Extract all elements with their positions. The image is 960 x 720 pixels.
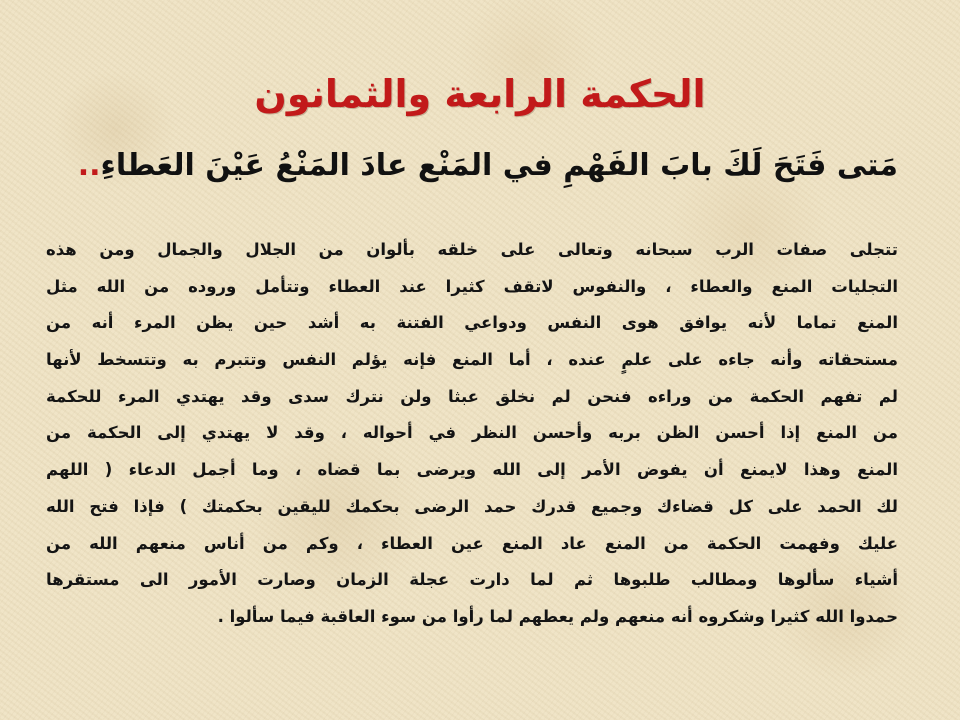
paragraph-line: من المنع إذا أحسن الظن بربه وأحسن النظر في أحواله ، وقد لا يهتدي إلى الحكمة من <box>46 423 898 443</box>
paragraph-line: حمدوا الله كثيرا وشكروه أنه منعهم ولم يعطهم لما رأوا من سوء العاقبة فيما سألوا . <box>217 606 898 626</box>
paragraph-line: لك الحمد على كل قضاءك وجميع قدرك حمد الرضى بحكمك لليقين بحكمتك ) فإذا فتح الله <box>46 496 898 516</box>
body-paragraph <box>46 232 898 636</box>
subtitle-dots: .. <box>77 148 101 183</box>
paragraph-line: المنع وهذا لايمنع أن يفوض الأمر إلى الله ويرضى بما قضاه ، وما أجمل الدعاء ( اللهم <box>46 460 898 480</box>
paragraph-line: مستحقاته وأنه جاءه على علمٍ عنده ، أما المنع فإنه يؤلم النفس وتتبرم به وتتسخط لأنها <box>46 350 898 370</box>
slide-subtitle <box>38 140 898 192</box>
paragraph-line: تتجلى صفات الرب سبحانه وتعالى على خلقه بألوان من الجلال والجمال ومن هذه <box>46 240 898 259</box>
paragraph-line: التجليات المنع والعطاء ، والنفوس لاتقف كثيرا عند العطاء وتتأمل وروده من الله مثل <box>46 276 898 296</box>
paragraph-line: أشياء سألوها ومطالب طلبوها ثم لما دارت عجلة الزمان وصارت الأمور الى مستقرها <box>46 570 898 590</box>
paragraph-line: عليك وفهمت الحكمة من المنع عاد المنع عين العطاء ، وكم من أناس منعهم الله من <box>46 533 898 553</box>
subtitle-text: مَتى فَتَحَ لَكَ بابَ الفَهْمِ في المَنْع عادَ المَنْعُ عَيْنَ العَطاءِ <box>100 148 898 183</box>
paragraph-line: المنع تماما لأنه يوافق هوى النفس ودواعي الفتنة به أشد حين يظن المرء أنه من <box>46 313 898 333</box>
paragraph-line: لم تفهم الحكمة من وراءه فنحن لم نخلق عبثا ولن نترك سدى وقد يهتدي المرء للحكمة <box>46 386 898 406</box>
slide-title: الحكمة الرابعة والثمانون <box>254 72 706 116</box>
